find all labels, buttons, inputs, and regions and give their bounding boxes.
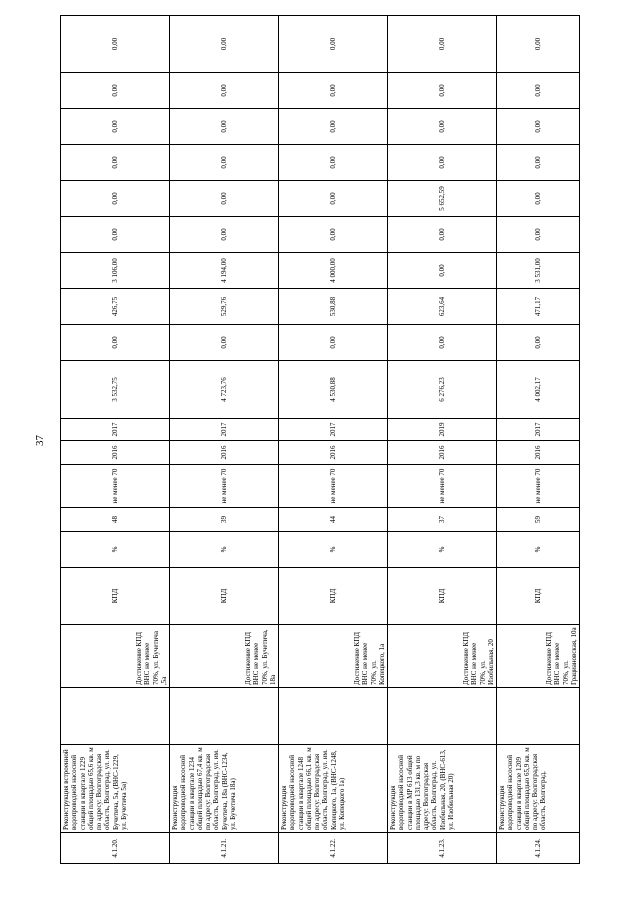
object-description: Реконструкция водопроводной насосной станции в МР 613 общей площадью 131,3 кв. м по адресу: Волгоградская область, Волгоград, ул. Изобильная, 20, (ВНС-613, ул. Изобильная 20) (388, 745, 497, 833)
amount-5: 0,00 (279, 181, 388, 217)
amount-3: 4 000,00 (279, 253, 388, 289)
amount-4: 0,00 (170, 217, 279, 253)
amount-4: 0,00 (388, 217, 497, 253)
target-value: не менее 70 (497, 465, 580, 508)
year-end: 2019 (388, 419, 497, 441)
current-value: 39 (170, 508, 279, 532)
table-row (497, 16, 580, 864)
unit: % (170, 532, 279, 568)
amount-3: 3 531,00 (497, 253, 580, 289)
amount-2: 530,88 (279, 289, 388, 325)
year-start: 2016 (279, 441, 388, 465)
object-description: Реконструкция встроенной водопроводной насосной станции в квартале 1229 общей площадью 65,6 кв. м по адресу: Волгоградская область, Волгоград, ул. им. Бучетича, 5а, (ВНС-1229, ул. Бучетича 5а) (61, 745, 170, 833)
amount-1: 0,00 (279, 325, 388, 361)
amount-2: 529,76 (170, 289, 279, 325)
unit: % (61, 532, 170, 568)
total-amount: 4 530,88 (279, 361, 388, 419)
amount-3: 3 106,00 (61, 253, 170, 289)
amount-9: 0,00 (497, 16, 580, 73)
table-row (61, 16, 170, 864)
amount-5: 5 652,59 (388, 181, 497, 217)
table-row (279, 16, 388, 864)
year-end: 2017 (279, 419, 388, 441)
amount-7: 0,00 (497, 109, 580, 145)
amount-7: 0,00 (170, 109, 279, 145)
goal-description: Достижение КПД ВНС не менее 70%, ул. Копецкого, 1а (279, 625, 388, 688)
total-amount: 4 002,17 (497, 361, 580, 419)
amount-6: 0,00 (497, 145, 580, 181)
amount-6: 0,00 (388, 145, 497, 181)
goal-description: Достижение КПД ВНС не менее 70%, ул. Бучетича ,5а (61, 625, 170, 688)
amount-4: 0,00 (497, 217, 580, 253)
year-start: 2016 (388, 441, 497, 465)
current-value: 48 (61, 508, 170, 532)
year-start: 2016 (170, 441, 279, 465)
amount-8: 0,00 (388, 73, 497, 109)
amount-5: 0,00 (497, 181, 580, 217)
amount-5: 0,00 (170, 181, 279, 217)
item-number: 4.1.20. (61, 833, 170, 864)
empty-cell (61, 688, 170, 745)
amount-4: 0,00 (61, 217, 170, 253)
indicator: КПД (279, 568, 388, 625)
amount-3: 0,00 (388, 253, 497, 289)
goal-description: Достижение КПД ВНС не менее 70%, ул. Бучетича, 18а (170, 625, 279, 688)
total-amount: 4 723,76 (170, 361, 279, 419)
amount-2: 623,64 (388, 289, 497, 325)
current-value: 59 (497, 508, 580, 532)
table-row (388, 16, 497, 864)
indicator: КПД (170, 568, 279, 625)
empty-cell (279, 688, 388, 745)
total-amount: 3 532,75 (61, 361, 170, 419)
total-amount: 6 276,23 (388, 361, 497, 419)
rotated-table-wrapper (60, 36, 580, 864)
amount-2: 426,75 (61, 289, 170, 325)
amount-4: 0,00 (279, 217, 388, 253)
amount-1: 0,00 (497, 325, 580, 361)
indicator: КПД (497, 568, 580, 625)
target-value: не менее 70 (279, 465, 388, 508)
empty-cell (170, 688, 279, 745)
program-table (60, 15, 580, 864)
amount-6: 0,00 (170, 145, 279, 181)
indicator: КПД (388, 568, 497, 625)
amount-5: 0,00 (61, 181, 170, 217)
year-start: 2016 (61, 441, 170, 465)
target-value: не менее 70 (170, 465, 279, 508)
year-end: 2017 (61, 419, 170, 441)
current-value: 44 (279, 508, 388, 532)
year-end: 2017 (170, 419, 279, 441)
unit: % (279, 532, 388, 568)
goal-description: Достижение КПД ВНС не менее 70%, ул. Грациановская, 10а (497, 625, 580, 688)
page-number: 37 (34, 435, 46, 446)
amount-9: 0,00 (170, 16, 279, 73)
year-end: 2017 (497, 419, 580, 441)
amount-9: 0,00 (279, 16, 388, 73)
amount-8: 0,00 (61, 73, 170, 109)
empty-cell (497, 688, 580, 745)
current-value: 37 (388, 508, 497, 532)
amount-8: 0,00 (170, 73, 279, 109)
empty-cell (388, 688, 497, 745)
item-number: 4.1.21. (170, 833, 279, 864)
object-description: Реконструкция водопроводной насосной станции в квартале 1234 общей площадью 67,4 кв. м по адресу: Волгоградская область, Волгоград, ул. им. Бучетича, 18а (ВНС-1234, ул. Бучетича 18а) (170, 745, 279, 833)
amount-1: 0,00 (388, 325, 497, 361)
amount-7: 0,00 (388, 109, 497, 145)
unit: % (388, 532, 497, 568)
amount-6: 0,00 (61, 145, 170, 181)
target-value: не менее 70 (61, 465, 170, 508)
target-value: не менее 70 (388, 465, 497, 508)
amount-8: 0,00 (279, 73, 388, 109)
amount-1: 0,00 (61, 325, 170, 361)
amount-1: 0,00 (170, 325, 279, 361)
table-row (170, 16, 279, 864)
amount-6: 0,00 (279, 145, 388, 181)
amount-9: 0,00 (61, 16, 170, 73)
amount-7: 0,00 (61, 109, 170, 145)
item-number: 4.1.22. (279, 833, 388, 864)
unit: % (497, 532, 580, 568)
amount-8: 0,00 (497, 73, 580, 109)
year-start: 2016 (497, 441, 580, 465)
indicator: КПД (61, 568, 170, 625)
amount-9: 0,00 (388, 16, 497, 73)
object-description: Реконструкция водопроводной насосной станции в квартале 1248 общей площадью 66,1 кв. м по адресу: Волгоградская область, Волгоград, ул. им. Копецкого, 1а, (ВНС-1248, ул. Копецкого 1а) (279, 745, 388, 833)
amount-2: 471,17 (497, 289, 580, 325)
goal-description: Достижение КПД ВНС не менее 70%, ул. Изобильная, 20 (388, 625, 497, 688)
object-description: Реконструкция водопроводной насосной станции в квартале 1209 общей площадью 65,9 кв. м по адресу: Волгоградская область, Волгоград, (497, 745, 580, 833)
amount-3: 4 194,00 (170, 253, 279, 289)
item-number: 4.1.24. (497, 833, 580, 864)
amount-7: 0,00 (279, 109, 388, 145)
item-number: 4.1.23. (388, 833, 497, 864)
